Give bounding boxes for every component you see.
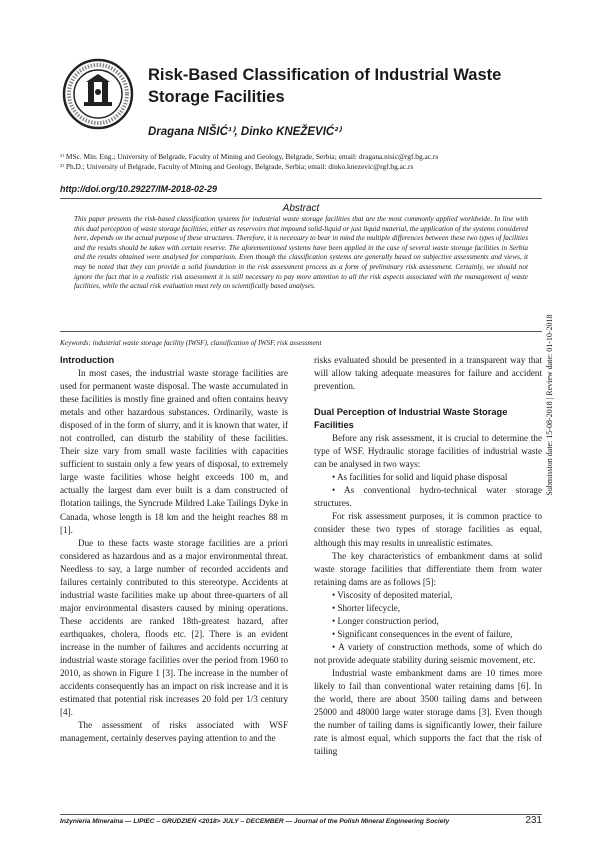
body-paragraph: The key characteristics of embankment dams at solid waste storage facilities that differentiate them from water retaining dams are as follows [5]: (314, 550, 542, 587)
body-paragraph: In most cases, the industrial waste storage facilities are used for permanent waste disposal. The waste accumulated in these facilities is mostly fine grained and often contains heavy metals and other hazardous substances. Ordinarily, waste is disposed of in the form of slurry, and it is known that water, if not controlled, can disturb the stability of these facilities. Their size vary from small waste facilities with capacities sufficient to sustain only a few years of disposal, to extremely large waste facilities whose height exceeds 100 m, and actually the largest dam ever built is a dam constructed of flotation tailings, the Syncrude Mildred Lake Tailings Dyke in Canada, whose length is 18 km and the height reaches 88 m [1]. (60, 368, 288, 535)
doi-link[interactable]: http://doi.org/10.29227/IM-2018-02-29 (60, 184, 218, 194)
affiliation-1: ¹⁾ MSc. Min. Eng.; University of Belgrade, Faculty of Mining and Geology, Belgrade, Serbia; email: dragana.nisic@rgf.bg.ac.rs (60, 152, 439, 161)
list-item: • Longer construction period, (332, 615, 439, 626)
list-item: • As facilities for solid and liquid phase disposal (332, 472, 508, 483)
submission-dates: Submission date: 15-08-2018 | Review date: 01-10-2018 (545, 314, 554, 496)
right-column (314, 354, 542, 758)
society-seal-icon (62, 58, 134, 130)
article-title: Risk-Based Classification of Industrial Waste Storage Facilities (148, 66, 502, 106)
abstract-top-rule (60, 198, 542, 199)
affiliation-2: ²⁾ Ph.D.; University of Belgrade, Faculty of Mining and Geology, Belgrade, Serbia; email: dinko.knezevic@rgf.bg.ac.rs (60, 162, 414, 171)
list-item: • Significant consequences in the event of failure, (332, 628, 513, 639)
body-paragraph: Industrial waste embankment dams are 10 times more likely to fail than conventional water retaining dams [6]. In the world, there are about 3500 tailing dams and between 25000 and 48000 large water storage dams [3]. Even though the number of tailing dams is significantly lower, their failure rate is almost equal, which supports the fact that the risk of tailing (314, 667, 542, 757)
abstract-heading: Abstract (282, 203, 320, 214)
abstract-text: This paper presents the risk-based classification systems for industrial waste storage facilities that are the most commonly applied worldwide. In line with this dual perception of waste storage facilities, either as reservoirs that impound solid-liquid or just liquid material, the application of the systems considered here, depends on the actual purpose of these structures. Therefore, it is necessary to bear in mind the multiple differences between these two types of facilities and the results should be taken with certain reserve. The aforementioned systems have been applied in the case of several waste storage facilities in Serbia and the results obtained were analysed for comparison. Even though the classification systems are generally based on subjective assessments and views, it may be noted that they can provide a solid foundation in the risk assessment process as a form of preliminary risk assessment. Certainly, we should not ignore the fact that in a realistic risk assessment it is still necessary to pay more attention to all the risk aspects associated with the management of waste facilities, while the actual risk evaluation must rely on scientifically based analyses. (74, 215, 528, 291)
footer-rule (60, 814, 542, 815)
list-item: • Shorter lifecycle, (332, 602, 401, 613)
left-column (60, 354, 288, 745)
body-paragraph: risks evaluated should be presented in a transparent way that will allow taking adequate measures for failure and accident prevention. (314, 355, 542, 392)
body-paragraph: Before any risk assessment, it is crucial to determine the type of WSF. Hydraulic storage facilities of industrial waste can be analysed in two ways: (314, 433, 542, 470)
keywords: Keywords: industrial waste storage facility (IWSF), classification of IWSF, risk assessment (60, 339, 322, 347)
section-heading-dual-perception: Dual Perception of Industrial Waste Storage Facilities (314, 407, 508, 431)
abstract-bottom-rule (60, 331, 542, 332)
list-item: • As conventional hydro-technical water storage structures. (314, 485, 542, 509)
journal-footer: Inżynieria Mineralna — LIPIEC – GRUDZIEŃ <2018> JULY – DECEMBER — Journal of the Polish Mineral Engineering Society (60, 818, 450, 825)
body-paragraph: The assessment of risks associated with WSF management, certainly deserves paying attention to and the (60, 720, 288, 744)
authors: Dragana NIŠIĆ¹⁾, Dinko KNEŽEVIĆ²⁾ (148, 126, 341, 138)
body-paragraph: For risk assessment purposes, it is common practice to consider these two types of storage facilities as equal, although this may results in unrealistic estimates. (314, 511, 542, 548)
page-number: 231 (525, 815, 542, 826)
list-item: • A variety of construction methods, some of which do not provide adequate stability during seismic movement, etc. (314, 641, 542, 665)
list-item: • Viscosity of deposited material, (332, 589, 453, 600)
section-heading-introduction: Introduction (60, 355, 115, 365)
body-paragraph: Due to these facts waste storage facilities are a priori considered as hazardous and as a major environmental threat. Needless to say, a large number of recorded accidents and failures certainly contributed to this stereotype. Accidents at industrial waste facilities make up about three-quarters of all major environmental disasters caused by mining operations. These accidents are ranked 18th-greatest hazard, after earthquakes, cholera, floods etc. [2]. There is an evident increase in the number of failures and accidents occurring at industrial waste storage facilities over the period from 1960 to 2010, as shown in Figure 1 [3]. The increase in the number of accidents consequently has an impact on risk increase and it is estimated that potential risk increases 20 fold per 1/3 century [4]. (60, 537, 288, 718)
